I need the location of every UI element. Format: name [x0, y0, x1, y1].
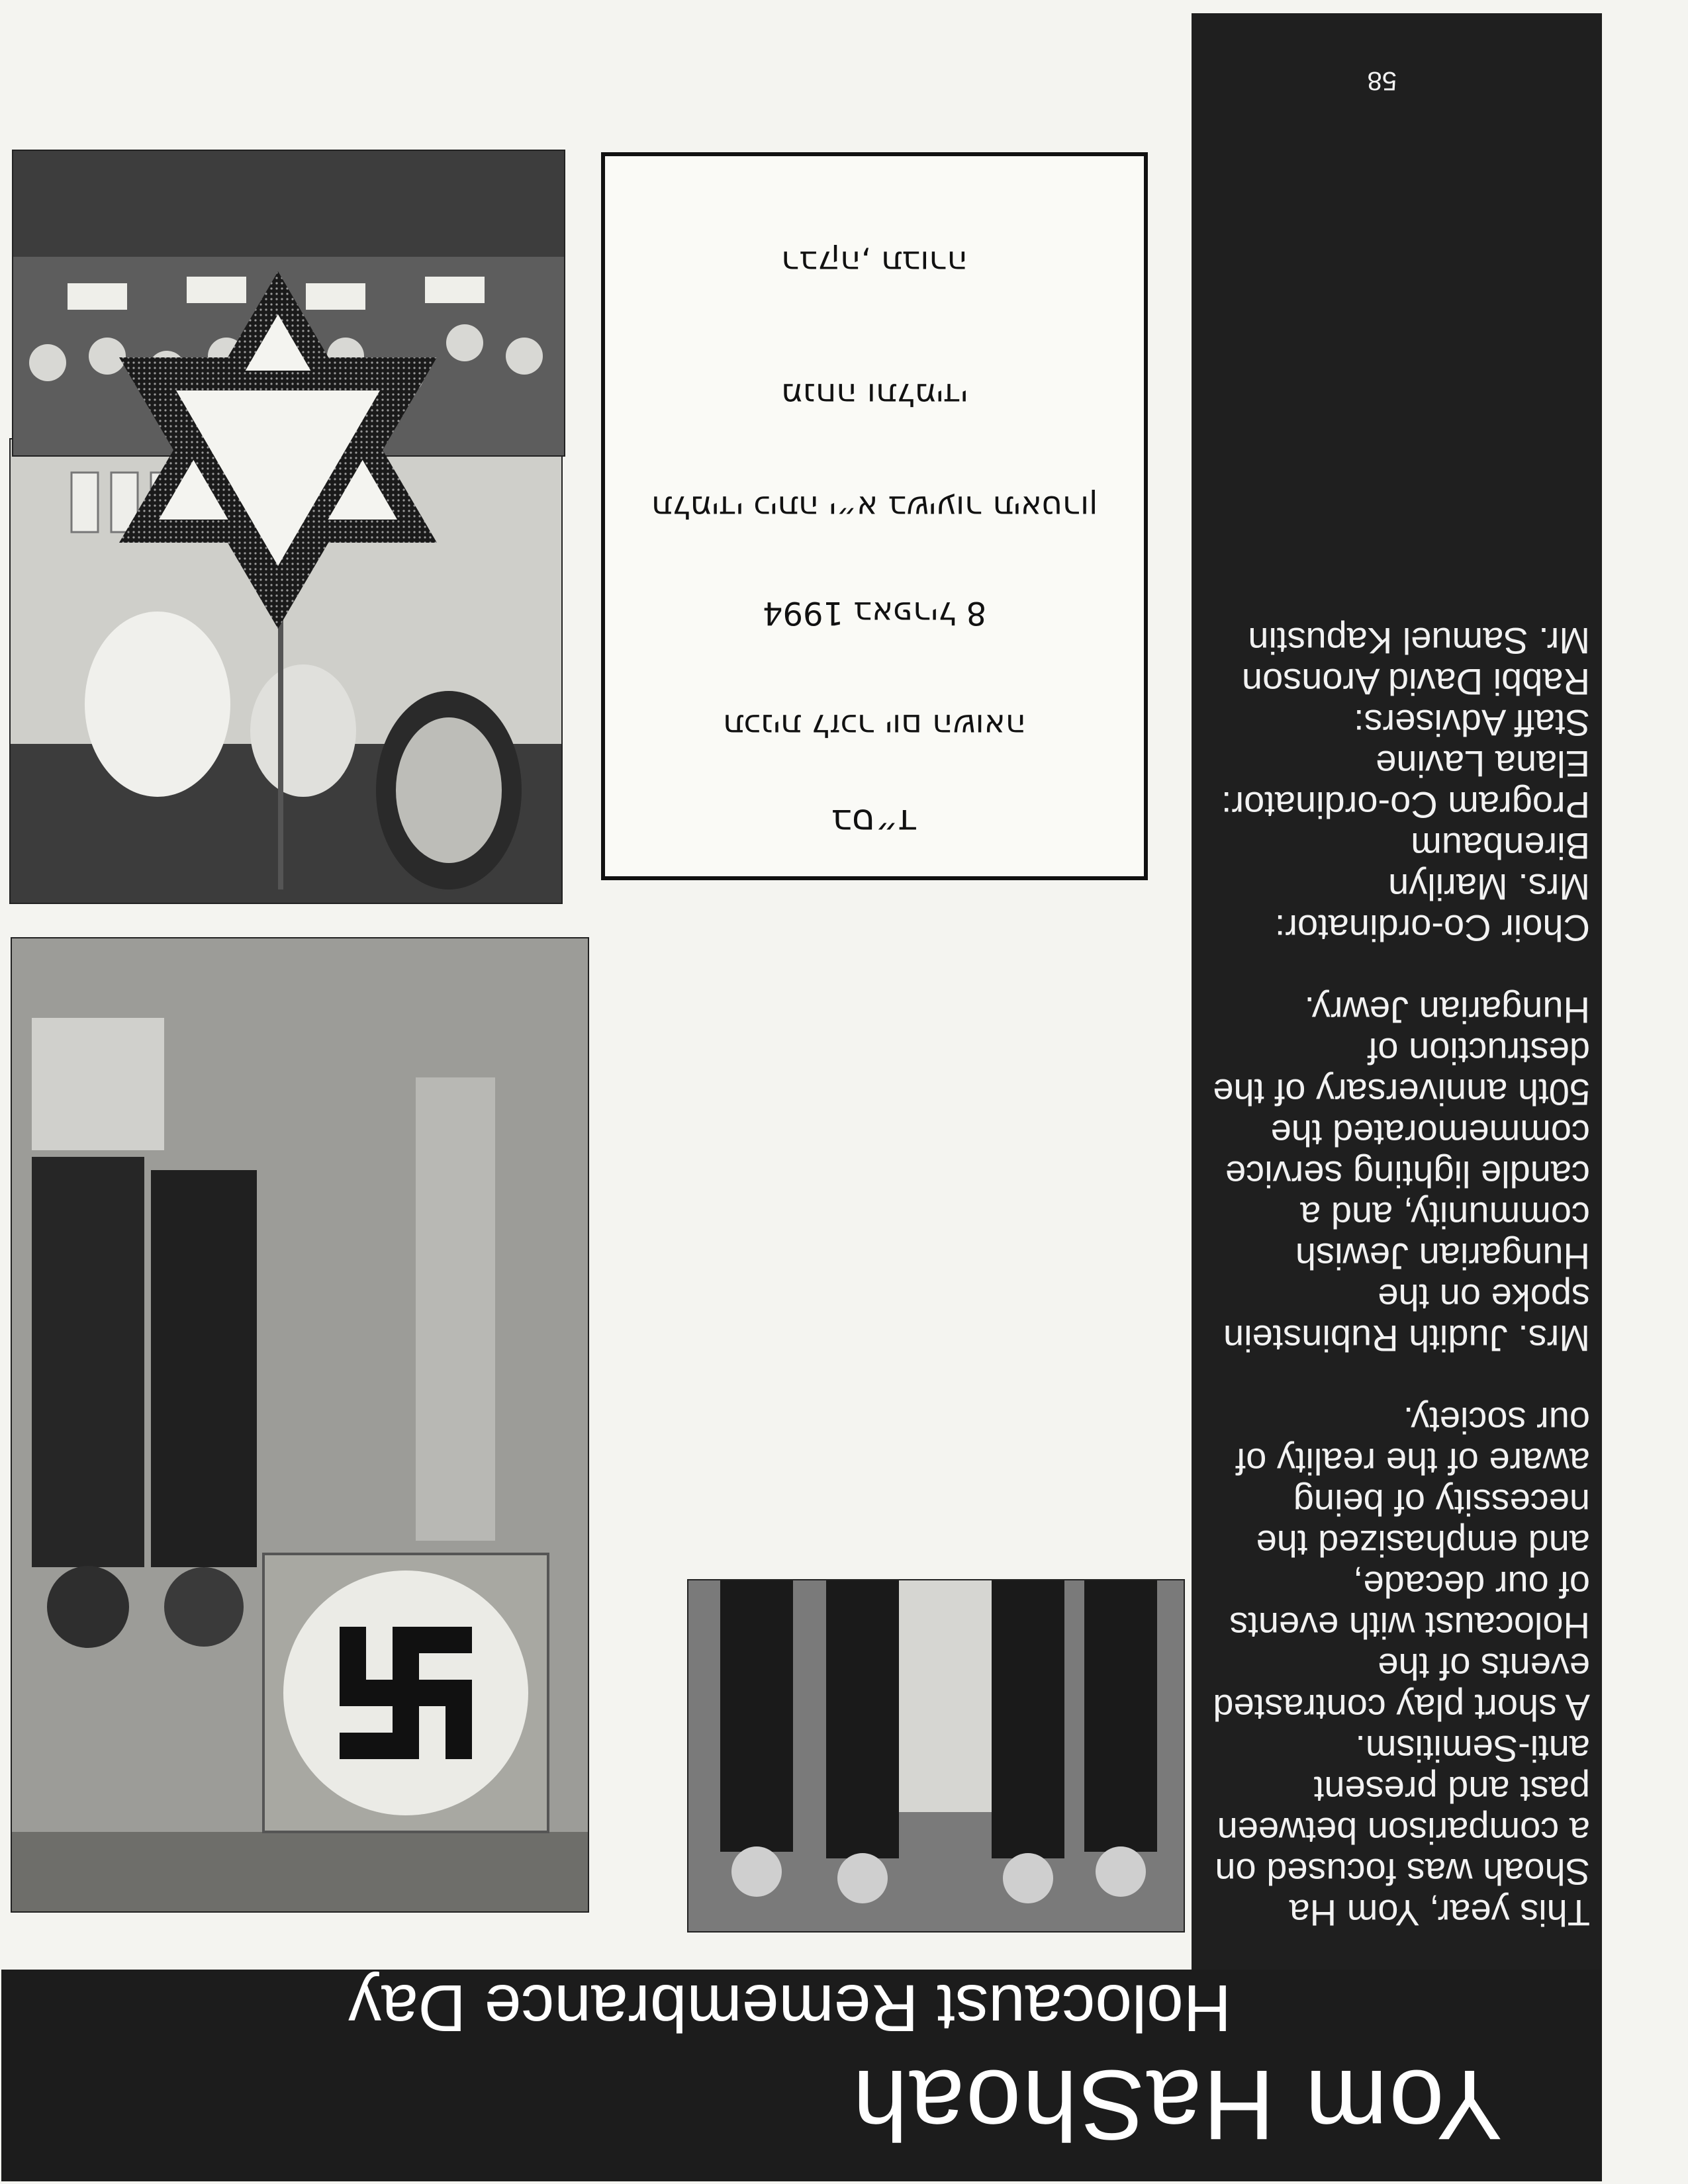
- page-title: Yom HaShoah: [851, 2050, 1503, 2161]
- hebrew-line-6: רבקה, תבורה: [781, 244, 968, 281]
- story-column: [1192, 13, 1602, 1970]
- photo-play-performance: [11, 937, 589, 1913]
- star-of-david-icon: [113, 265, 444, 635]
- story-credits: Choir Co-ordinator: Mrs. Marilyn Birenbaum Program Co-ordinator: Elana Lavine Staff Advisers: Rabbi David Aronson Mr. Samuel Kapustin: [1221, 620, 1590, 949]
- page-number: 58: [1367, 66, 1397, 95]
- title-band: [1, 1970, 1602, 2181]
- hebrew-line-2: תכנית לזכר יום השואה: [722, 707, 1027, 744]
- hebrew-line-4: תלמידי כיתה י״א בשיעור תיאטרון: [651, 488, 1098, 525]
- photo-students-standing: [687, 1579, 1185, 1933]
- story-paragraph-1: This year, Yom Ha Shoah was focused on a comparison between past and present anti-Semitism. A short play contrasted events of the Holocaust with events of our decade, and emphasized the necessity of being aware of the reality of our society.: [1213, 1400, 1590, 1934]
- story-text: [1193, 620, 1590, 1933]
- banner-emblem-icon: [340, 1627, 472, 1759]
- hebrew-line-3: 1994 באפריל 8: [762, 594, 987, 631]
- story-paragraph-2: Mrs. Judith Rubinstein spoke on the Hungarian Jewish community, and a candle lighting service commemorated the 50th anniversary of the destruction of Hungarian Jewry.: [1213, 989, 1590, 1359]
- hebrew-line-1: בס״ד: [831, 801, 918, 843]
- hebrew-line-5: מנחה ותלמידי: [781, 376, 968, 413]
- hebrew-program-card: [601, 152, 1148, 880]
- photo-students-standing-image: [688, 1580, 1184, 1931]
- page-subtitle: Holocaust Remembrance Day: [348, 1971, 1231, 2045]
- photo-play-performance-image: [12, 938, 588, 1911]
